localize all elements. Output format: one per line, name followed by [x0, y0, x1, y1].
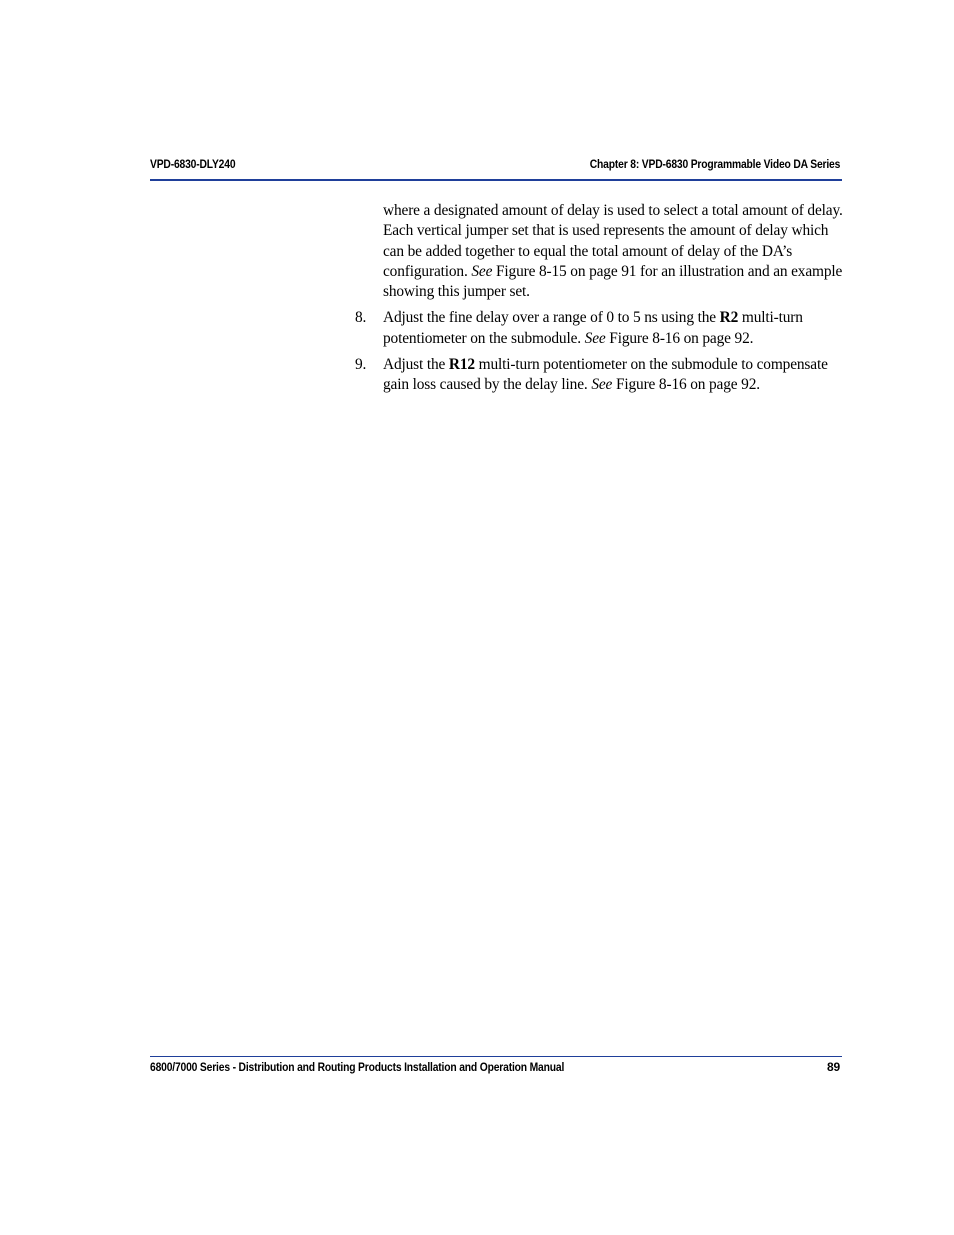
step-text-part: multi-turn potentiometer on the submodule to compensate gain loss caused by the delay line.	[383, 356, 828, 394]
component-label: R12	[448, 356, 475, 374]
step-8	[355, 308, 843, 349]
footer-manual-title: 6800/7000 Series - Distribution and Routing Products Installation and Operation Manual	[150, 1060, 565, 1074]
see-label: See	[584, 329, 606, 347]
footer-divider	[150, 1056, 842, 1057]
step-text-part: Adjust the	[383, 356, 446, 374]
header-chapter-title: Chapter 8: VPD-6830 Programmable Video DA Series	[589, 157, 840, 171]
step-number: 9.	[355, 356, 367, 374]
figure-reference: Figure 8-16 on page 92.	[609, 329, 754, 347]
step-text	[383, 355, 843, 396]
step-text-part: Adjust the fine delay over a range of 0 to 5 ns using the	[383, 309, 716, 327]
page-header	[150, 155, 840, 181]
header-product-code: VPD-6830-DLY240	[150, 157, 236, 171]
component-label: R2	[719, 309, 739, 327]
see-label: See	[591, 376, 613, 394]
step-number: 8.	[355, 309, 367, 327]
step-text-part: multi-turn potentiometer on the submodule.	[383, 309, 803, 347]
continuation-paragraph	[383, 201, 843, 302]
figure-reference: Figure 8-15 on page 91 for an illustration and an example showing this jumper set.	[383, 262, 843, 301]
page-body	[355, 201, 843, 396]
step-9	[355, 355, 843, 396]
paragraph-text: where a designated amount of delay is used to select a total amount of delay. Each vertical jumper set that is used represents the amount of delay which can be added together to equal the total amount of delay of the DA’s configuration.	[383, 202, 843, 280]
step-text	[383, 308, 843, 349]
page-number: 89	[827, 1060, 840, 1074]
figure-reference: Figure 8-16 on page 92.	[615, 376, 760, 394]
see-label: See	[471, 262, 493, 280]
header-divider	[150, 179, 842, 181]
